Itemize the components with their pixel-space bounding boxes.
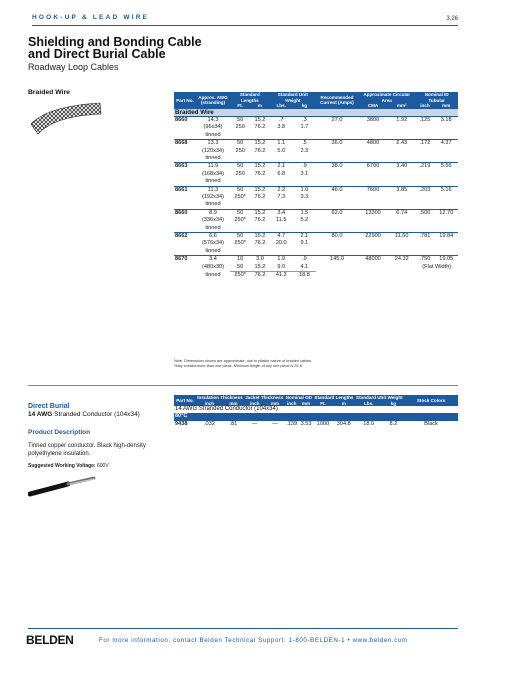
cell: 11.60 xyxy=(388,233,415,241)
cell: 62.0 xyxy=(316,209,358,217)
cell: 3.85 xyxy=(388,186,415,194)
cell: 15.2 xyxy=(250,186,269,194)
col-mm2: mm² xyxy=(388,103,415,109)
cell: .032 xyxy=(203,420,215,427)
cell: 145.0 xyxy=(316,256,358,264)
cell: 11.5 xyxy=(275,217,287,224)
finish: tinned xyxy=(205,154,221,161)
col-part: Part No. xyxy=(174,395,196,406)
cell: 6.74 xyxy=(388,209,415,217)
stranding: (192x34) xyxy=(201,193,225,200)
cell: .139 xyxy=(286,420,298,427)
col-tubular: Nominal ID Tubular xyxy=(415,92,458,103)
cell: 50 xyxy=(230,209,250,217)
cell: 76.2 xyxy=(254,147,266,154)
cell: .7 xyxy=(270,116,293,124)
finish: tinned xyxy=(205,178,221,185)
page-subtitle: Roadway Loop Cables xyxy=(28,62,119,72)
cell: 12.70 xyxy=(434,209,458,217)
cell: .750 xyxy=(415,256,434,264)
cell: 4800 xyxy=(358,140,388,148)
cell: 15.2 xyxy=(250,116,269,124)
cell: 20.0 xyxy=(275,240,287,247)
stranding: (480x30) xyxy=(201,263,225,270)
product-description-text: Tinned copper conductor. Black high-density polyethylene insulation. xyxy=(28,443,146,457)
col-m: m xyxy=(250,103,269,109)
direct-burial-cable-image xyxy=(28,476,98,498)
cell: — xyxy=(251,420,258,427)
cell: 5.16 xyxy=(434,186,458,194)
col-kg: kg xyxy=(383,401,404,407)
cell: 2.43 xyxy=(388,140,415,148)
cell: 9.1 xyxy=(300,240,309,247)
flat-width-note: (Flat Width) xyxy=(422,263,452,270)
col-mm: mm xyxy=(434,103,458,109)
cell: 250* xyxy=(234,217,246,224)
cell: 3800 xyxy=(358,116,388,124)
cell: 250* xyxy=(234,193,246,200)
cell: 41.3 xyxy=(275,272,287,279)
temperature-rating: 80°C xyxy=(174,413,458,420)
cell: 15.2 xyxy=(250,209,269,217)
cell: 3.8 xyxy=(277,124,286,131)
cell: 22900 xyxy=(358,233,388,241)
col-inch: inch xyxy=(415,103,434,109)
cell: 76.2 xyxy=(254,272,266,279)
stranding: (336x34) xyxy=(201,217,225,224)
svv-label: Suggested Working Voltage: xyxy=(28,463,96,469)
cell: 50 xyxy=(230,116,250,124)
cell: 76.2 xyxy=(254,124,266,131)
col-kg: kg xyxy=(293,103,316,109)
cell: 46.0 xyxy=(316,186,358,194)
col-insulation: Insulation Thickness xyxy=(197,395,243,400)
table-notes xyxy=(174,359,458,368)
cell: 50 xyxy=(230,264,250,272)
cell: .81 xyxy=(229,420,238,427)
section-divider xyxy=(28,385,458,386)
cell: 10 xyxy=(230,256,250,264)
col-mm: mm xyxy=(223,401,244,407)
cell: 50 xyxy=(230,140,250,148)
col-jacket: Jacket Thickness xyxy=(245,395,284,400)
cell: 38.0 xyxy=(316,163,358,171)
cell: 9.0 xyxy=(270,264,293,272)
col-lbs: Lbs. xyxy=(270,103,293,109)
cell: 250* xyxy=(234,240,246,247)
part-number: 8660 xyxy=(174,209,196,217)
stranding: (168x34) xyxy=(201,170,225,177)
cell: 304.8 xyxy=(336,420,351,427)
col-part: Part No. xyxy=(174,92,196,109)
cell: .781 xyxy=(415,233,434,241)
note-line: Note: Dimensions shown are approximate, due to pliable nature of braided cables. xyxy=(174,359,313,363)
cell: 250* xyxy=(234,272,246,279)
col-inch: inch xyxy=(285,401,299,407)
cell: 3.0 xyxy=(250,256,269,264)
col-mm: mm xyxy=(265,401,284,407)
finish: tinned xyxy=(205,247,221,254)
top-rule xyxy=(32,25,458,26)
col-lbs: Lbs. xyxy=(355,401,383,407)
col-colors: Stock Colors xyxy=(404,395,458,406)
conductor-text: Stranded Conductor (104x34) xyxy=(54,411,140,418)
col-od: Nominal OD xyxy=(285,395,312,400)
col-ft: Ft. xyxy=(313,401,333,407)
cell: 2.3 xyxy=(300,147,309,154)
cell: .500 xyxy=(415,209,434,217)
cell: 3.1 xyxy=(300,170,309,177)
awg-value: 13.3 xyxy=(196,140,230,148)
part-number: 9438 xyxy=(175,420,188,427)
part-number: 8670 xyxy=(174,256,196,264)
direct-burial-title: Direct Burial xyxy=(28,403,70,410)
part-number: 8661 xyxy=(174,186,196,194)
cell: 1.92 xyxy=(388,116,415,124)
cell: 7600 xyxy=(358,186,388,194)
braided-wire-table xyxy=(174,92,458,279)
cell: 48000 xyxy=(358,256,388,264)
cell: 15.2 xyxy=(250,264,269,272)
awg-label: 14 AWG xyxy=(28,411,53,418)
cell: 4.7 xyxy=(270,233,293,241)
title-line-1: Shielding and Bonding Cable xyxy=(28,35,202,49)
cell: 7.3 xyxy=(277,193,286,200)
cell: 18.0 xyxy=(363,420,375,427)
cell: 76.2 xyxy=(254,170,266,177)
cell: 15.2 xyxy=(250,163,269,171)
part-number: 8663 xyxy=(174,163,196,171)
cell: 5.0 xyxy=(277,147,286,154)
cell: 50 xyxy=(230,186,250,194)
braided-wire-label: Braided Wire xyxy=(28,89,70,96)
cell: .5 xyxy=(293,140,316,148)
cell: 1.7 xyxy=(300,124,309,131)
cell: 3.4 xyxy=(270,209,293,217)
table-subhead: Braided Wire xyxy=(174,109,458,117)
cell: 24.32 xyxy=(388,256,415,264)
cell: 36.0 xyxy=(316,140,358,148)
stranding: (120x34) xyxy=(201,147,225,154)
finish: tinned xyxy=(205,201,221,208)
col-inch: inch xyxy=(196,401,223,407)
part-number: 8668 xyxy=(174,140,196,148)
col-ft: Ft. xyxy=(230,103,250,109)
page-title xyxy=(28,36,202,60)
page-number: 3.26 xyxy=(446,16,458,22)
cell: 19.05 xyxy=(434,256,458,264)
svv-value: 600V xyxy=(97,463,109,469)
awg-value: 14.3 xyxy=(196,116,230,124)
cell: 18.8 xyxy=(298,272,310,279)
footer-contact: For more information, contact Belden Technical Support: 1-800-BELDEN-1 • www.belden.com xyxy=(99,637,408,644)
cell: 250 xyxy=(235,147,245,154)
stock-color: Black xyxy=(424,420,438,427)
part-number: 8660 xyxy=(174,116,196,124)
suggested-voltage xyxy=(28,463,109,469)
cell: .172 xyxy=(415,140,434,148)
cell: 50 xyxy=(230,163,250,171)
col-circ-area: Approximate Circular Area xyxy=(358,92,415,103)
cell: — xyxy=(272,420,278,427)
cell: .203 xyxy=(415,186,434,194)
cell: 5.2 xyxy=(300,217,309,224)
direct-burial-table xyxy=(174,395,458,428)
cell: 250 xyxy=(235,170,245,177)
col-inch: inch xyxy=(244,401,265,407)
cell: 2.2 xyxy=(270,186,293,194)
finish: tinned xyxy=(205,271,221,278)
col-lengths: Standard Lengths xyxy=(314,395,354,400)
cell: 3.53 xyxy=(300,420,312,427)
part-number: 8662 xyxy=(174,233,196,241)
cell: .9 xyxy=(293,256,316,264)
cell: 1.0 xyxy=(293,186,316,194)
cell: 13300 xyxy=(358,209,388,217)
col-awg: Approx. AWG (stranding) xyxy=(196,92,230,109)
cell: 3.40 xyxy=(388,163,415,171)
cell: 4.37 xyxy=(434,140,458,148)
awg-value: 11.3 xyxy=(196,186,230,194)
cell: 1.5 xyxy=(293,209,316,217)
finish: tinned xyxy=(205,224,221,231)
cell: 15.2 xyxy=(250,233,269,241)
cell: 1000 xyxy=(316,420,330,427)
cell: 2.1 xyxy=(293,233,316,241)
awg-value: 8.9 xyxy=(196,209,230,217)
cell: 6700 xyxy=(358,163,388,171)
cell: 50 xyxy=(230,233,250,241)
braided-wire-image xyxy=(28,100,104,138)
title-line-2: and Direct Burial Cable xyxy=(28,47,166,61)
cell: 5.56 xyxy=(434,163,458,171)
belden-logo: BELDEN xyxy=(26,633,74,647)
cell: 27.0 xyxy=(316,116,358,124)
stranding: (96x34) xyxy=(203,124,223,131)
cell: .125 xyxy=(415,116,434,124)
cell: 15.2 xyxy=(250,140,269,148)
cell: 76.2 xyxy=(254,193,266,200)
product-description-heading: Product Description xyxy=(28,429,91,436)
cell: 4.1 xyxy=(293,264,316,272)
cell: 6.8 xyxy=(277,170,286,177)
cell: 2.1 xyxy=(270,163,293,171)
col-std-lengths: Standard Lengths xyxy=(230,92,270,103)
note-line: *May contain more than one piece. Minimum length of any one piece is 25 ft. xyxy=(174,363,303,368)
awg-value: 11.9 xyxy=(196,163,230,171)
col-weight: Standard Unit Weight xyxy=(356,395,403,400)
table-subhead: 14 AWG Stranded Conductor (104x34) xyxy=(175,406,278,412)
col-m: m xyxy=(333,401,355,407)
section-title: HOOK-UP & LEAD WIRE xyxy=(32,14,150,21)
cell: 80.0 xyxy=(316,233,358,241)
direct-burial-conductor xyxy=(28,411,140,418)
col-std-weight: Standard Unit Weight xyxy=(270,92,316,103)
finish: tinned xyxy=(205,131,221,138)
cell: 76.2 xyxy=(254,217,266,224)
cell: 3.18 xyxy=(434,116,458,124)
awg-value: 3.4 xyxy=(196,256,230,264)
col-current: Recommended Current (Amps) xyxy=(316,92,358,109)
cell: 3.3 xyxy=(300,193,309,200)
cell: 19.84 xyxy=(434,233,458,241)
col-mm: mm xyxy=(299,401,313,407)
cell: .3 xyxy=(293,116,316,124)
cell: .9 xyxy=(293,163,316,171)
footer-rule xyxy=(28,628,458,629)
cell: .219 xyxy=(415,163,434,171)
cell: 1.9 xyxy=(270,256,293,264)
cell: 76.2 xyxy=(254,240,266,247)
awg-value: 6.6 xyxy=(196,233,230,241)
cell: 1.1 xyxy=(270,140,293,148)
cell: 250 xyxy=(235,124,245,131)
col-cma: CMA xyxy=(358,103,388,109)
cell: 8.2 xyxy=(389,420,398,427)
stranding: (576x34) xyxy=(201,240,225,247)
